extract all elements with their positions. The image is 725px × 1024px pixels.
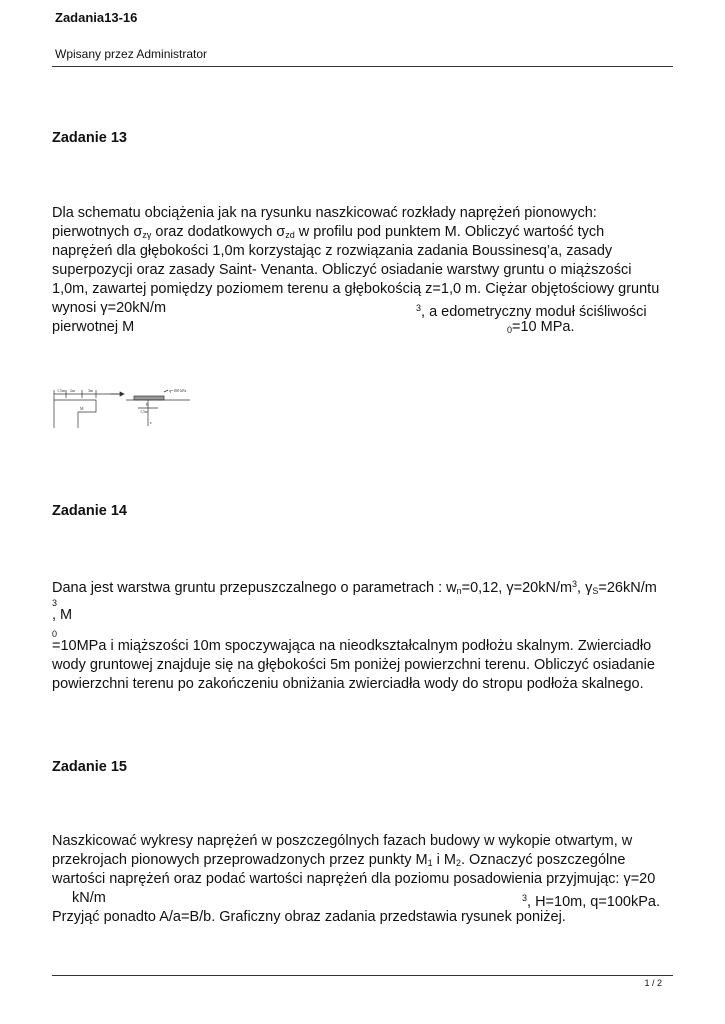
author-line: Wpisany przez Administrator [55, 47, 208, 61]
text-line: powierzchni terenu po zakończeniu obniżania zwierciadła wody do stropu podłoża skalnego. [52, 676, 644, 692]
zadanie-15-text [52, 832, 672, 927]
figure-label: M [80, 406, 84, 411]
text-line: pierwotnych $\sigma_{z\gamma}$ oraz dodatkowych $\sigma_{zd}$ w profilu pod punktem M. Obliczyć wartość tych [52, 224, 605, 240]
load-strip [134, 396, 164, 400]
header-divider [52, 66, 673, 67]
text-line: wody gruntowej znajduje się na głębokości 5m poniżej powierzchni terenu. Obliczyć osiadanie [52, 657, 655, 673]
text-line: Przyjąć ponadto A/a=B/b. Graficzny obraz zadania przedstawia rysunek poniżej. [52, 909, 566, 925]
text-line: =10MPa i miąższości 10m spoczywająca na nieodkształcalnym podłożu skalnym. Zwierciadło [52, 638, 652, 654]
text-line: , M [52, 607, 73, 623]
figure-label: 1,5m [57, 388, 66, 393]
page-number: 1 / 2 [644, 978, 662, 988]
document-title: Zadania13-16 [55, 10, 138, 25]
figure-label: 2m [70, 388, 76, 393]
footer-divider [52, 975, 673, 976]
heading-zadanie-14: Zadanie 14 [52, 503, 127, 519]
text-line: Dana jest warstwa gruntu przepuszczalnego o parametrach : $w_n=0,12$, $\gamma=20kN/m^3$, $\gamma_S=26kN/m$ [52, 579, 657, 596]
heading-zadanie-15: Zadanie 15 [52, 759, 127, 775]
text-line: 3 [52, 598, 58, 608]
text-line: wynosi γ=20kN/m $^3$, a edometryczny moduł ściśliwości [52, 300, 647, 320]
text-line: superpozycji oraz zasady Saint- Venanta. Obliczyć osiadanie warstwy gruntu o miąższości [52, 262, 632, 278]
figure-label: 3m [88, 388, 94, 393]
zadanie-13-text [52, 204, 672, 337]
figure-label: 1,5m [140, 409, 149, 414]
l-shape-outline [54, 400, 96, 428]
text-line: naprężeń dla głębokości 1,0m korzystając z rozwiązania zadania Boussinesq’a, zasady [52, 243, 613, 259]
figure-label: B [146, 402, 149, 407]
load-scheme-figure [52, 386, 192, 432]
text-line: 1,0m, zawartej pomiędzy poziomem terenu a głębokością z=1,0 m. Ciężar objętościowy gruntu [52, 281, 660, 297]
text-line: Dla schematu obciążenia jak na rysunku naszkicować rozkłady naprężeń pionowych: [52, 205, 597, 221]
text-line: 0 [52, 629, 58, 639]
text-line: przekrojach pionowych przeprowadzonych przez punkty $M_1$ i $M_2$. Oznaczyć poszczególne [52, 852, 626, 868]
text-line: pierwotnej M $_0$=10 MPa. [52, 319, 575, 335]
figure-label: z [150, 420, 152, 425]
text-line: wartości naprężeń oraz podać wartości naprężeń dla poziomu posadowienia przyjmując: γ=20 [52, 871, 656, 887]
zadanie-14-text [52, 575, 672, 694]
heading-zadanie-13: Zadanie 13 [52, 130, 127, 146]
text-line: kN/m $^3$, H=10m, q=100kPa. [72, 890, 661, 910]
text-line: Naszkicować wykresy naprężeń w poszczególnych fazach budowy w wykopie otwartym, w [52, 833, 633, 849]
figure-label: q=100 kPa [169, 388, 187, 393]
